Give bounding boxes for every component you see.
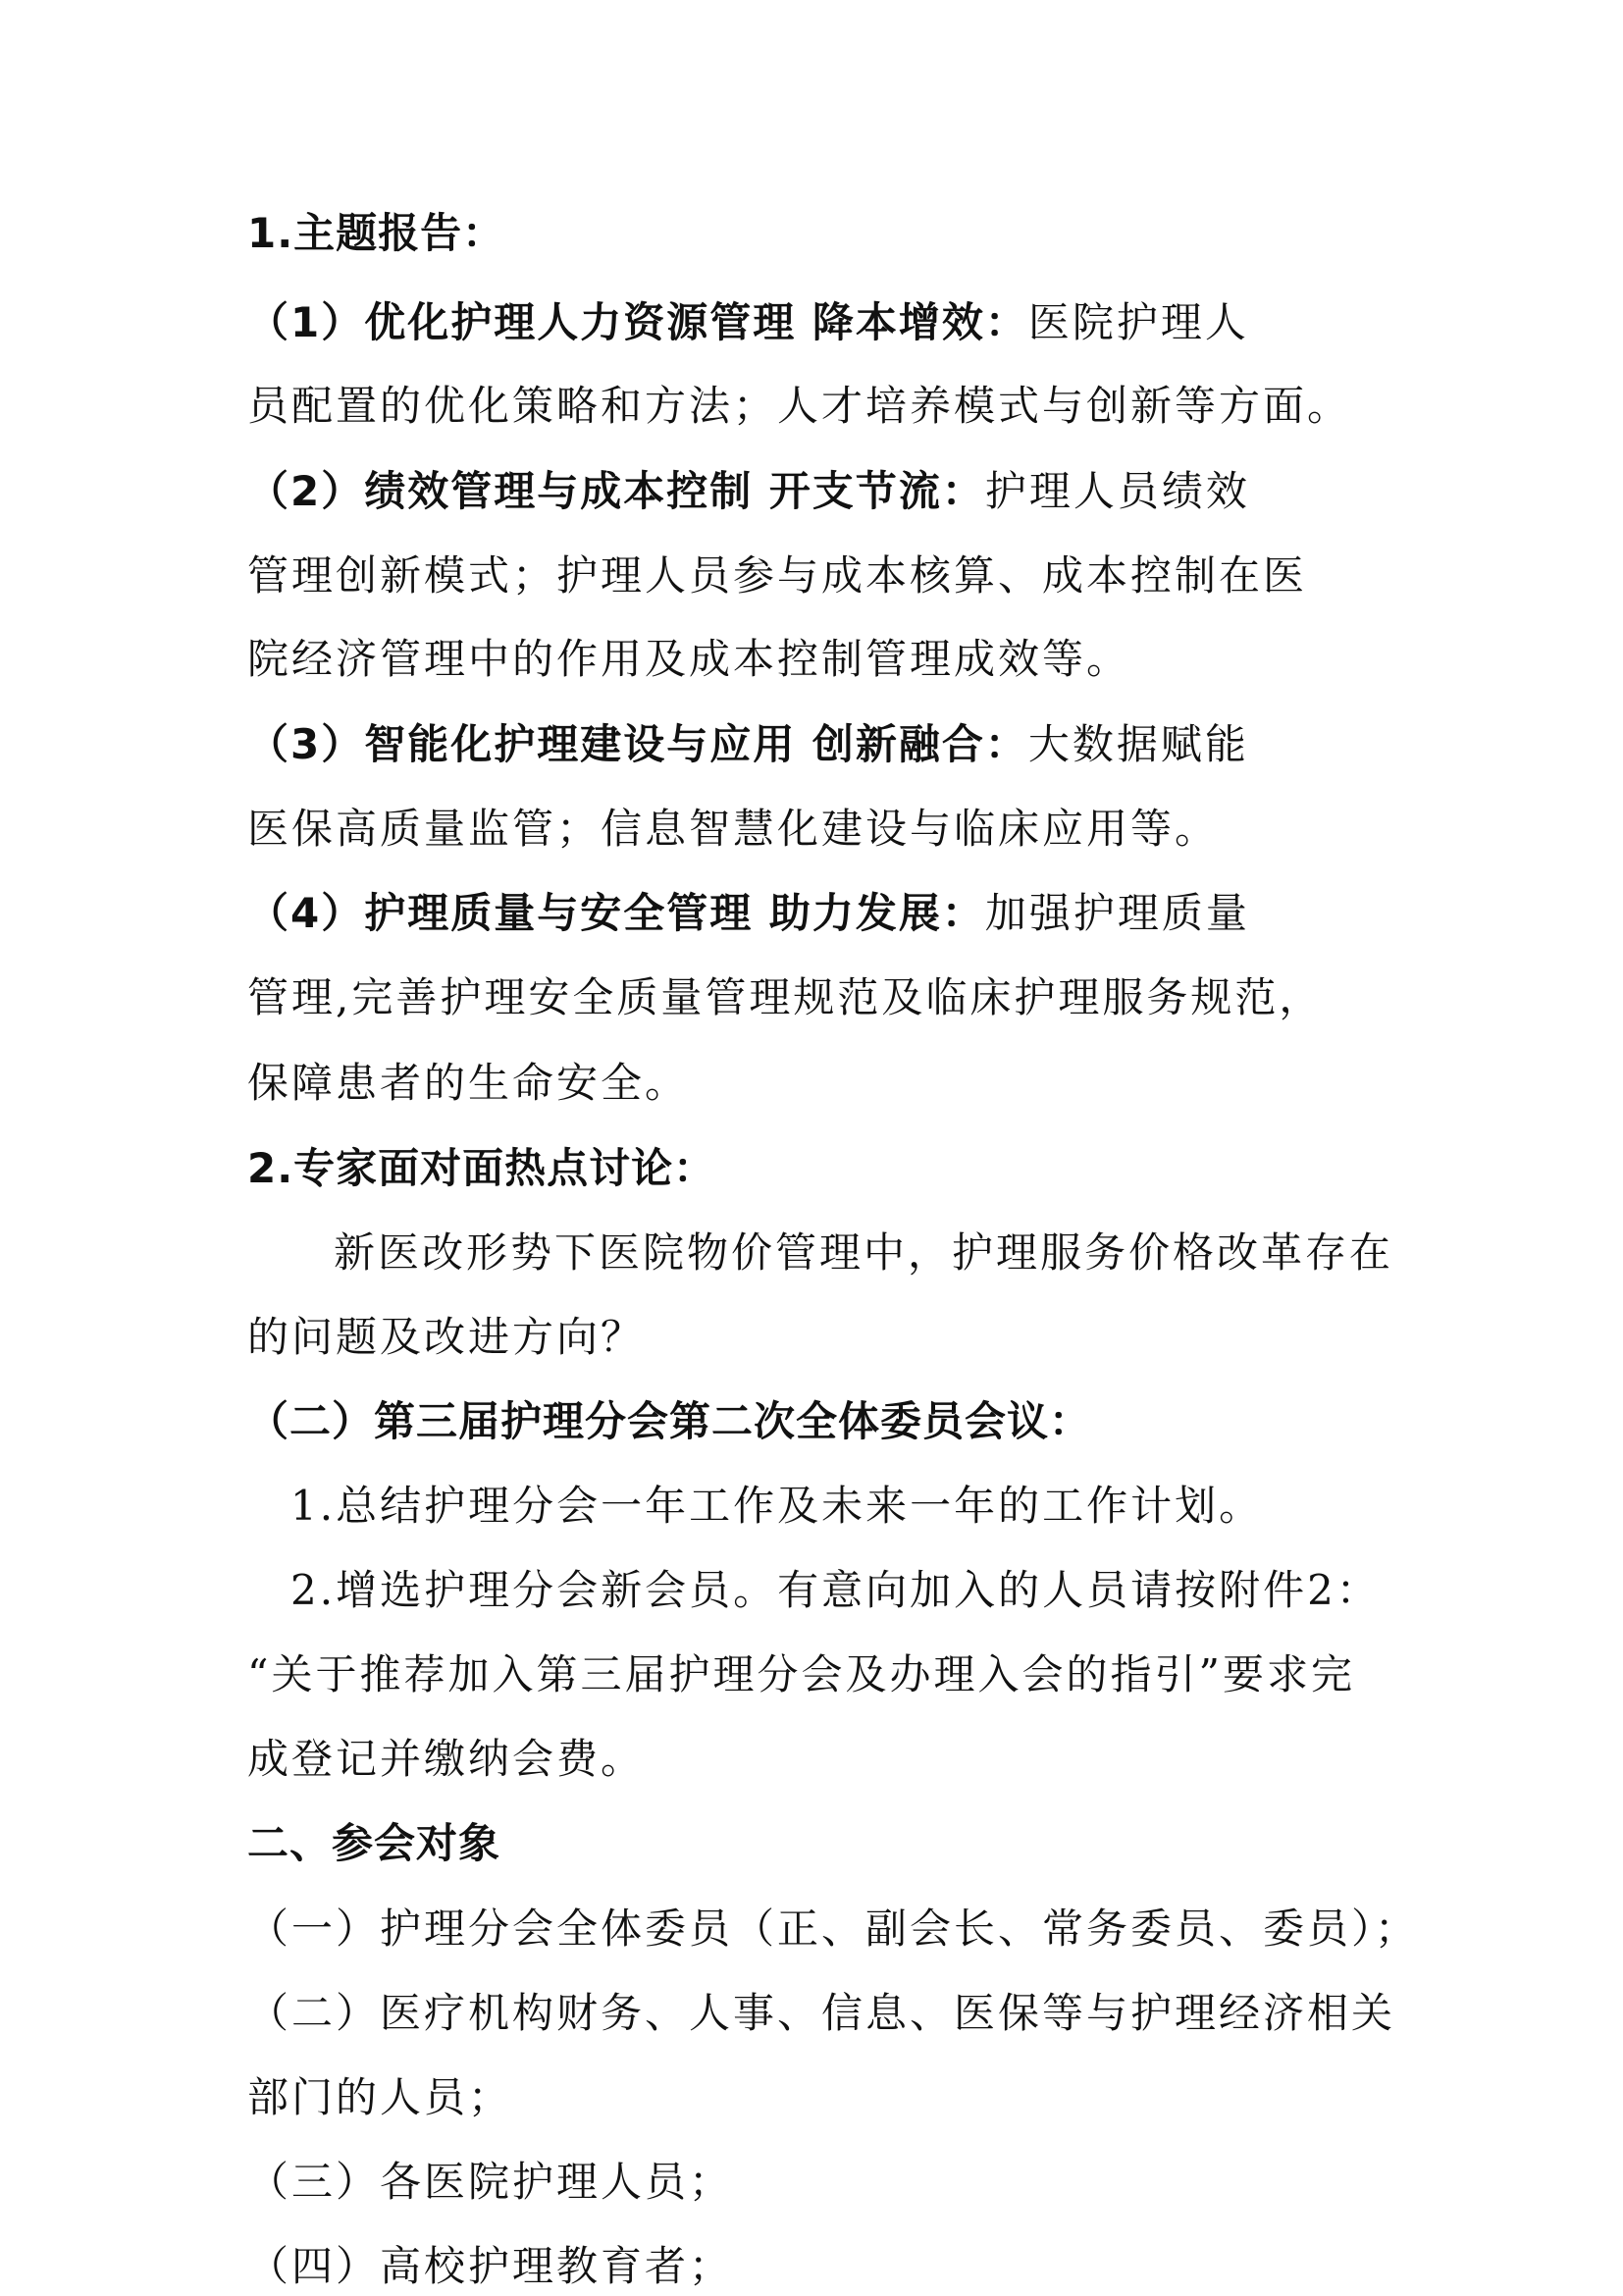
topic-item-line: 管理,完善护理安全质量管理规范及临床护理服务规范， bbox=[247, 973, 1324, 1021]
topic-item-text: 大数据赋能 bbox=[1027, 720, 1249, 768]
topic-item-3 bbox=[247, 715, 1249, 774]
paragraph-line: 的问题及改进方向？ bbox=[247, 1313, 646, 1361]
paragraph-line: 新医改形势下医院物价管理中，护理服务价格改革存在 bbox=[334, 1228, 1394, 1277]
participants-item: （四）高校护理教育者； bbox=[247, 2242, 734, 2290]
topic-item-1 bbox=[247, 293, 1249, 352]
meeting-heading: （二）第三届护理分会第二次全体委员会议： bbox=[247, 1397, 1092, 1445]
topic-item-title: （3）智能化护理建设与应用 创新融合： bbox=[247, 720, 1028, 768]
section-heading: 1.主题报告： bbox=[247, 209, 505, 257]
section-heading: 2.专家面对面热点讨论： bbox=[247, 1144, 716, 1192]
topic-item-title: （2）绩效管理与成本控制 开支节流： bbox=[247, 467, 985, 515]
topic-item-text: 护理人员绩效 bbox=[984, 467, 1250, 515]
participants-item-line: 部门的人员； bbox=[247, 2073, 513, 2121]
topic-item-line: 院经济管理中的作用及成本控制管理成效等。 bbox=[247, 635, 1131, 683]
participants-item: （二）医疗机构财务、人事、信息、医保等与护理经济相关 bbox=[247, 1989, 1396, 2037]
meeting-item-2-line: 成登记并缴纳会费。 bbox=[247, 1735, 646, 1783]
meeting-item-1: 1.总结护理分会一年工作及未来一年的工作计划。 bbox=[290, 1482, 1264, 1530]
topic-item-4 bbox=[247, 884, 1250, 943]
topic-item-text: 医院护理人 bbox=[1027, 298, 1249, 346]
topic-item-2 bbox=[247, 462, 1250, 521]
participants-heading: 二、参会对象 bbox=[247, 1819, 501, 1867]
meeting-item-2: 2.增选护理分会新会员。有意向加入的人员请按附件2： bbox=[290, 1566, 1381, 1614]
participants-item: （三）各医院护理人员； bbox=[247, 2158, 734, 2206]
topic-item-line: 员配置的优化策略和方法；人才培养模式与创新等方面。 bbox=[247, 382, 1352, 430]
topic-item-title: （4）护理质量与安全管理 助力发展： bbox=[247, 889, 985, 937]
topic-item-title: （1）优化护理人力资源管理 降本增效： bbox=[247, 298, 1028, 346]
topic-item-text: 加强护理质量 bbox=[984, 889, 1250, 937]
participants-item: （一）护理分会全体委员（正、副会长、常务委员、委员）； bbox=[247, 1905, 1420, 1953]
topic-item-line: 保障患者的生命安全。 bbox=[247, 1059, 690, 1107]
topic-item-line: 医保高质量监管；信息智慧化建设与临床应用等。 bbox=[247, 805, 1220, 853]
topic-item-line: 管理创新模式；护理人员参与成本核算、成本控制在医 bbox=[247, 551, 1308, 600]
meeting-item-2-line: “关于推荐加入第三届护理分会及办理入会的指引”要求完 bbox=[247, 1650, 1355, 1698]
